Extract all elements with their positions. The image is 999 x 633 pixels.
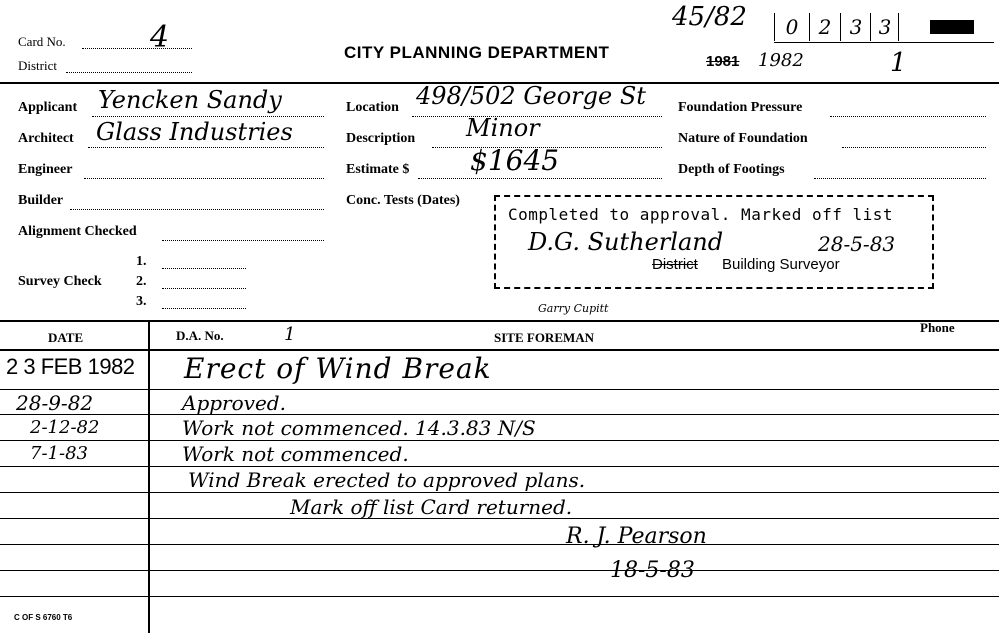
applicant-value: Yencken Sandy <box>98 86 282 114</box>
district-line <box>66 72 192 73</box>
phone-header: Phone <box>920 320 955 335</box>
row-rule-9 <box>0 596 999 597</box>
alignment-label: Alignment Checked <box>18 224 137 239</box>
engineer-label: Engineer <box>18 162 73 177</box>
file-digit-1: 0 <box>774 13 810 41</box>
survey-num-3: 3. <box>136 294 147 309</box>
note-2: Mark off list Card returned. <box>290 495 573 519</box>
row-3-entry: Work not commenced. 14.3.83 N/S <box>182 416 536 440</box>
survey-num-2: 2. <box>136 274 147 289</box>
foundation-pressure-line <box>830 116 986 117</box>
estimate-label: Estimate $ <box>346 162 410 177</box>
architect-label: Architect <box>18 131 74 146</box>
page-mark: 1 <box>890 48 907 78</box>
depth-footings-label: Depth of Footings <box>678 162 785 177</box>
alignment-line <box>162 240 324 241</box>
row-rule-8 <box>0 570 999 571</box>
file-ref: 45/82 <box>672 2 747 32</box>
note-1: Wind Break erected to approved plans. <box>188 468 586 492</box>
builder-label: Builder <box>18 193 64 208</box>
row-2-entry: Approved. <box>182 391 286 415</box>
applicant-line <box>92 116 324 117</box>
foreman-header: SITE FOREMAN <box>494 330 595 345</box>
row-1-date: 2 3 FEB 1982 <box>6 354 135 379</box>
engineer-line <box>84 178 324 179</box>
stamp-line-1: Completed to approval. Marked off list <box>508 205 894 224</box>
row-1-entry: Erect of Wind Break <box>184 352 492 385</box>
survey-line-3 <box>162 308 246 309</box>
estimate-line <box>418 178 662 179</box>
row-3-date: 2-12-82 <box>30 417 100 438</box>
row-rule-7 <box>0 544 999 545</box>
form-code: C OF S 6760 T6 <box>14 613 73 622</box>
nature-foundation-line <box>842 147 986 148</box>
stamp-date: 28-5-83 <box>818 232 896 256</box>
file-digit-2: 2 <box>810 13 841 41</box>
row-rule-1 <box>0 389 999 390</box>
file-digit-4: 3 <box>872 13 899 41</box>
survey-line-1 <box>162 268 246 269</box>
card-no-line <box>82 48 192 49</box>
date-header: DATE <box>48 330 84 345</box>
date-column-divider <box>148 320 150 633</box>
location-value: 498/502 George St <box>416 82 646 110</box>
signoff-signature: R. J. Pearson <box>566 524 707 549</box>
row-rule-5 <box>0 492 999 493</box>
stamp-signature: D.G. Sutherland <box>528 228 724 256</box>
nature-foundation-label: Nature of Foundation <box>678 131 808 146</box>
location-label: Location <box>346 100 399 115</box>
estimate-value: $1645 <box>470 144 560 177</box>
row-rule-4 <box>0 466 999 467</box>
card-no-label: Card No. <box>18 34 66 49</box>
page-title: CITY PLANNING DEPARTMENT <box>344 43 610 62</box>
file-digit-3: 3 <box>842 13 871 41</box>
row-2-date: 28-9-82 <box>16 391 94 415</box>
year-printed: 1981 <box>706 53 740 70</box>
da-header: D.A. No. <box>176 328 224 343</box>
applicant-label: Applicant <box>18 100 78 115</box>
survey-line-2 <box>162 288 246 289</box>
description-label: Description <box>346 131 416 146</box>
row-rule-3 <box>0 440 999 441</box>
district-label: District <box>18 58 57 73</box>
stamp-line-3: Building Surveyor <box>722 256 840 273</box>
architect-value: Glass Industries <box>96 118 293 146</box>
foreman-note: Garry Cupitt <box>538 302 609 315</box>
architect-line <box>88 147 324 148</box>
depth-footings-line <box>814 178 986 179</box>
conc-tests-label: Conc. Tests (Dates) <box>346 193 460 208</box>
survey-label: Survey Check <box>18 274 102 289</box>
card-no-value: 4 <box>150 20 170 55</box>
row-4-date: 7-1-83 <box>30 443 88 464</box>
row-4-entry: Work not commenced. <box>182 442 409 466</box>
signoff-date: 18-5-83 <box>610 558 695 583</box>
builder-line <box>70 209 324 210</box>
row-rule-2 <box>0 414 999 415</box>
redacted-mark <box>930 20 974 34</box>
year-written: 1982 <box>758 50 804 71</box>
description-value: Minor <box>466 114 540 142</box>
da-value: 1 <box>284 324 296 345</box>
foundation-pressure-label: Foundation Pressure <box>678 100 803 115</box>
survey-num-1: 1. <box>136 254 147 269</box>
stamp-struck-word: District <box>652 256 698 273</box>
